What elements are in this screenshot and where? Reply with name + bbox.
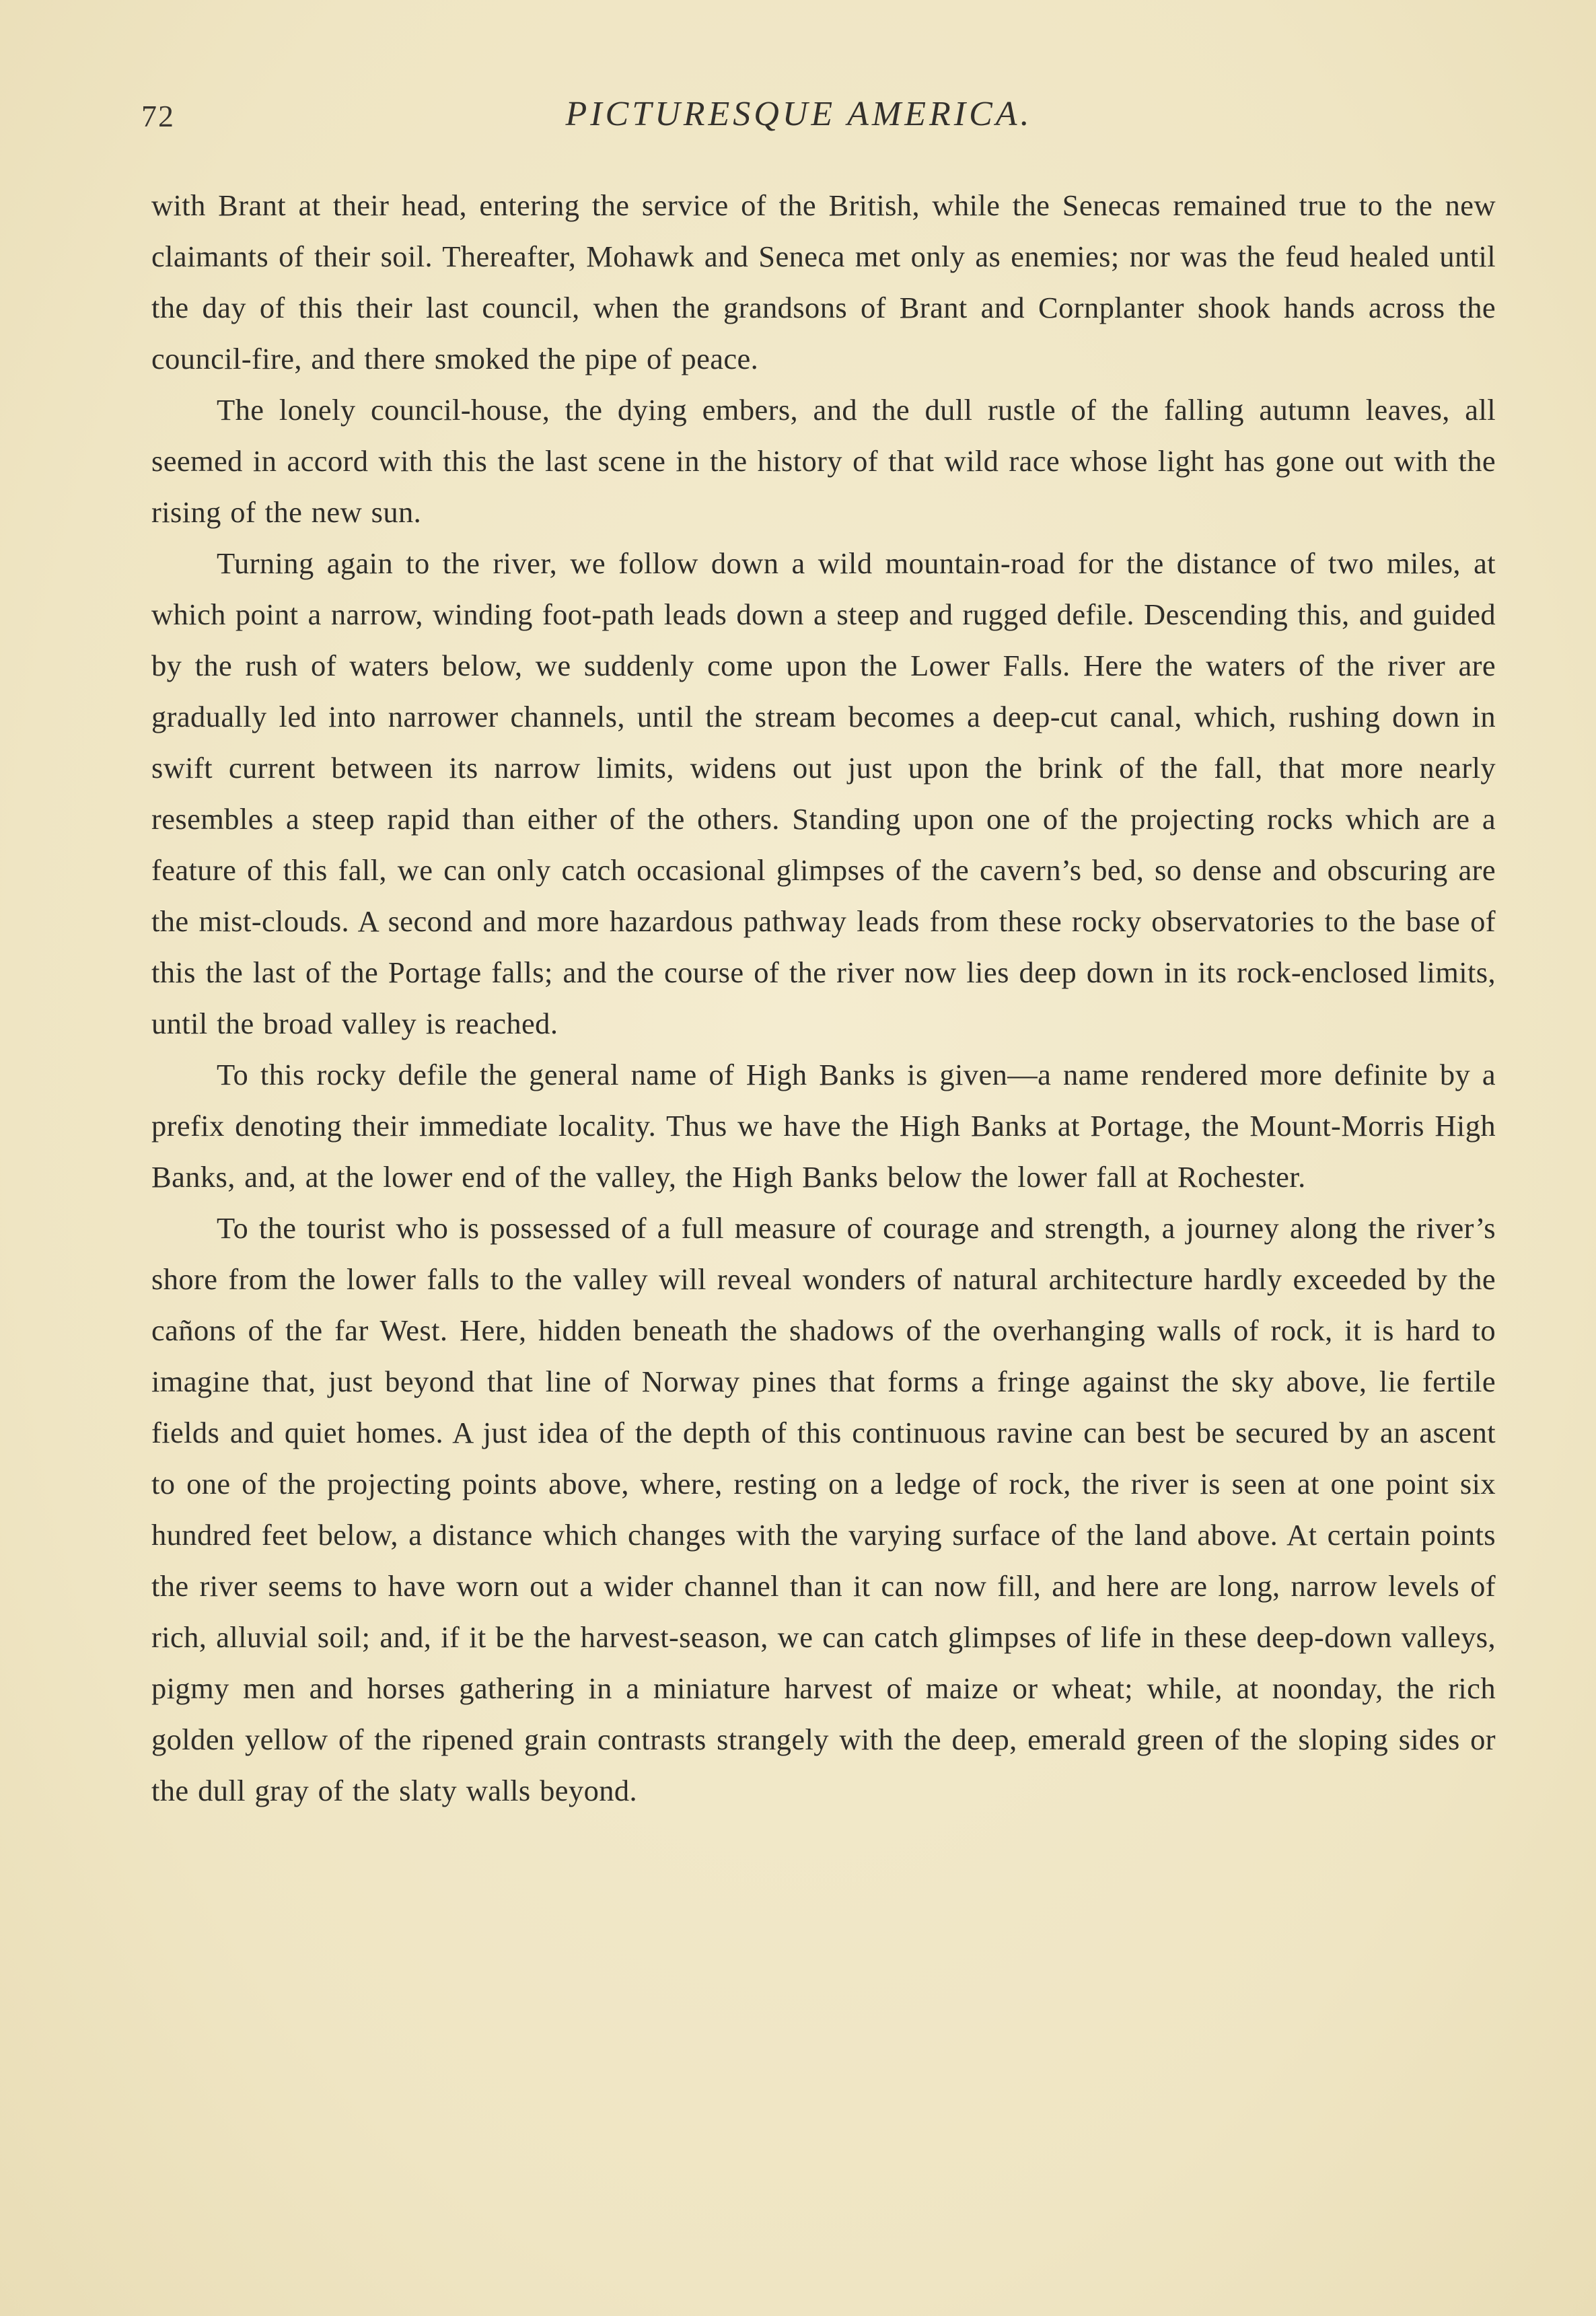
running-head <box>141 94 1457 148</box>
page-number: 72 <box>141 99 175 133</box>
running-title: PICTURESQUE AMERICA. <box>565 95 1033 133</box>
paragraph: To the tourist who is possessed of a full measure of courage and strength, a journey along the river’s shore from the lower falls to the valley will reveal wonders of natural architecture hardly exceeded by the cañons of the far West. Here, hidden beneath the shadows of the overhanging walls of rock, it is hard to imagine that, just beyond that line of Norway pines that forms a fringe against the sky above, lie fertile fields and quiet homes. A just idea of the depth of this continuous ravine can best be secured by an ascent to one of the projecting points above, where, resting on a ledge of rock, the river is seen at one point six hundred feet below, a distance which changes with the varying surface of the land above. At certain points the river seems to have worn out a wider channel than it can now fill, and here are long, narrow levels of rich, alluvial soil; and, if it be the harvest-season, we can catch glimpses of life in these deep-down valleys, pigmy men and horses gathering in a miniature harvest of maize or wheat; while, at noonday, the rich golden yellow of the ripened grain contrasts strangely with the deep, emerald green of the sloping sides or the dull gray of the slaty walls beyond. <box>151 1211 1496 1807</box>
paragraph: The lonely council-house, the dying embers, and the dull rustle of the falling autumn leaves, all seemed in accord with this the last scene in the history of that wild race whose light has gone out with the rising of the new sun. <box>151 393 1496 529</box>
paragraph: To this rocky defile the general name of High Banks is given—a name rendered more definite by a prefix denoting their immediate locality. Thus we have the High Banks at Portage, the Mount-Morris High Banks, and, at the lower end of the valley, the High Banks below the lower fall at Rochester. <box>151 1058 1496 1194</box>
paragraph: with Brant at their head, entering the service of the British, while the Senecas remained true to the new claimants of their soil. Thereafter, Mohawk and Seneca met only as enemies; nor was the feud healed until the day of this their last council, when the grandsons of Brant and Cornplanter shook hands across the council-fire, and there smoked the pipe of peace. <box>151 188 1496 375</box>
paragraph: Turning again to the river, we follow down a wild mountain-road for the distance of two miles, at which point a narrow, winding foot-path leads down a steep and rugged defile. Descending this, and guided by the rush of waters below, we suddenly come upon the Lower Falls. Here the waters of the river are gradually led into narrower channels, until the stream becomes a deep-cut canal, which, rushing down in swift current between its narrow limits, widens out just upon the brink of the fall, that more nearly resembles a steep rapid than either of the others. Standing upon one of the projecting rocks which are a feature of this fall, we can only catch occasional glimpses of the cavern’s bed, so dense and obscuring are the mist-clouds. A second and more hazardous pathway leads from these rocky observatories to the base of this the last of the Portage falls; and the course of the river now lies deep down in its rock-enclosed limits, until the broad valley is reached. <box>151 546 1496 1040</box>
body-text <box>151 180 1496 1816</box>
